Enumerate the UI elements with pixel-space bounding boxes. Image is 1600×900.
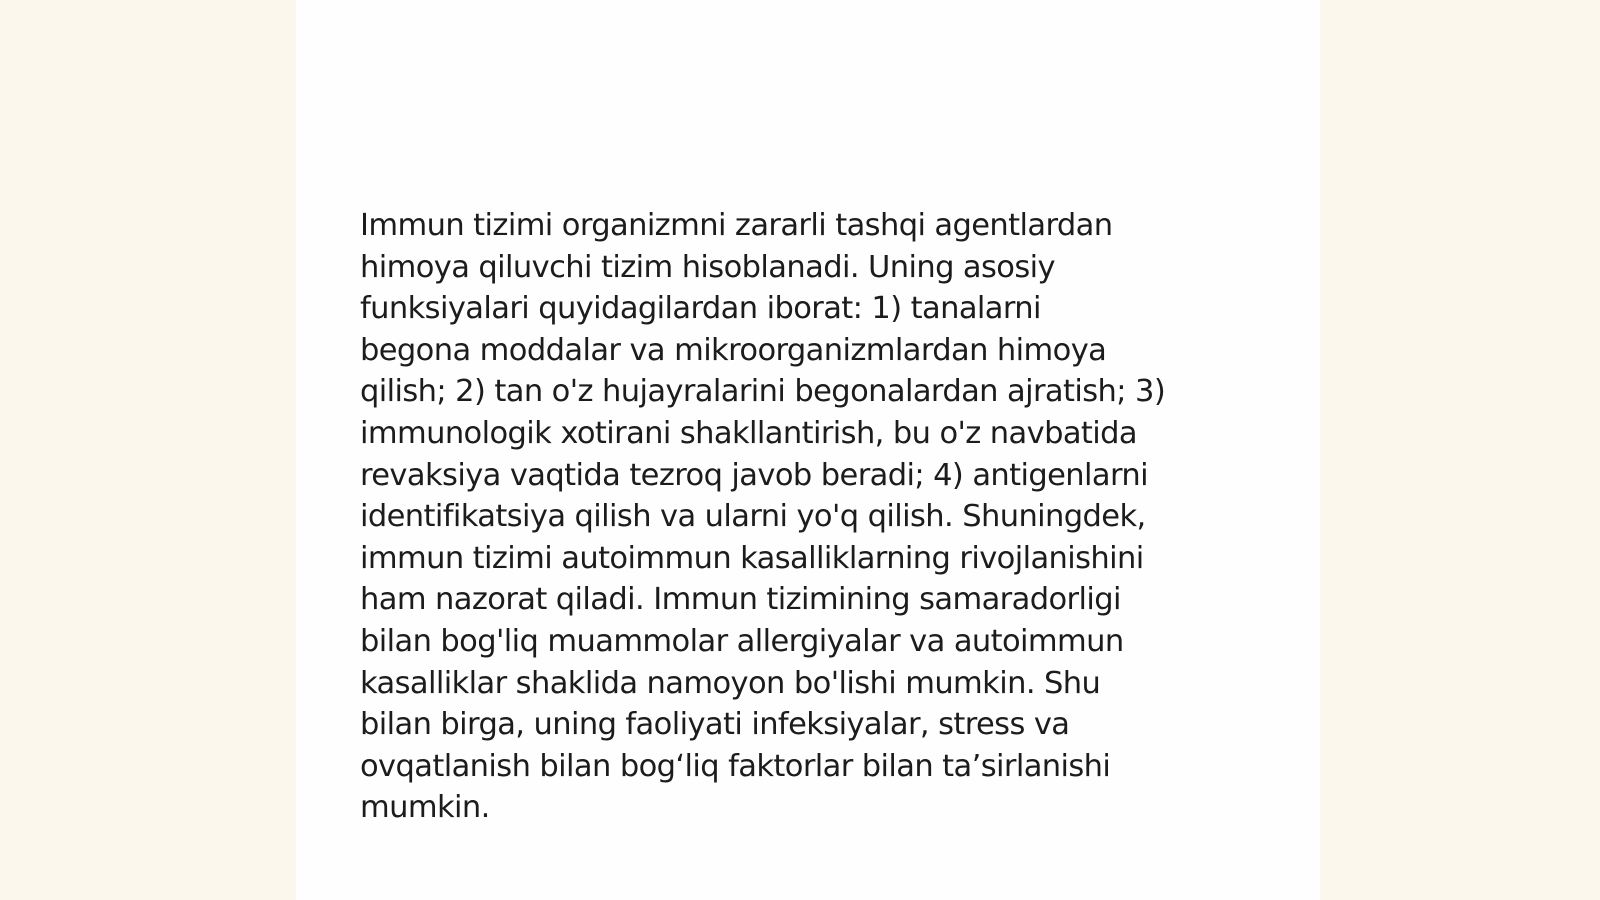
- paragraph-line: kasalliklar shaklida namoyon bo'lishi mumkin. Shu: [360, 665, 1101, 701]
- paragraph-line: himoya qiluvchi tizim hisoblanadi. Uning asosiy: [360, 249, 1055, 285]
- paragraph-line: begona moddalar va mikroorganizmlardan himoya: [360, 332, 1107, 368]
- paragraph-line: Immun tizimi organizmni zararli tashqi agentlardan: [360, 208, 1113, 243]
- body-paragraph: [360, 205, 1260, 829]
- paragraph-line: identifikatsiya qilish va ularni yo'q qilish. Shuningdek,: [360, 499, 1146, 535]
- paragraph-line: bilan bog'liq muammolar allergiyalar va autoimmun: [360, 623, 1124, 659]
- paragraph-line: revaksiya vaqtida tezroq javob beradi; 4) antigenlarni: [360, 457, 1149, 493]
- paragraph-line: bilan birga, uning faoliyati infeksiyalar, stress va: [360, 707, 1070, 743]
- document-page: [296, 0, 1320, 900]
- paragraph-line: ovqatlanish bilan bog‘liq faktorlar bilan ta’sirlanishi: [360, 748, 1111, 784]
- paragraph-line: immunologik xotirani shakllantirish, bu o'z navbatida: [360, 415, 1138, 451]
- paragraph-line: funksiyalari quyidagilardan iborat: 1) tanalarni: [360, 291, 1041, 327]
- paragraph-line: immun tizimi autoimmun kasalliklarning rivojlanishini: [360, 540, 1144, 576]
- paragraph-line: ham nazorat qiladi. Immun tizimining samaradorligi: [360, 582, 1121, 618]
- paragraph-line: qilish; 2) tan o'z hujayralarini begonalardan ajratish; 3): [360, 374, 1166, 410]
- paragraph-line: mumkin.: [360, 790, 490, 826]
